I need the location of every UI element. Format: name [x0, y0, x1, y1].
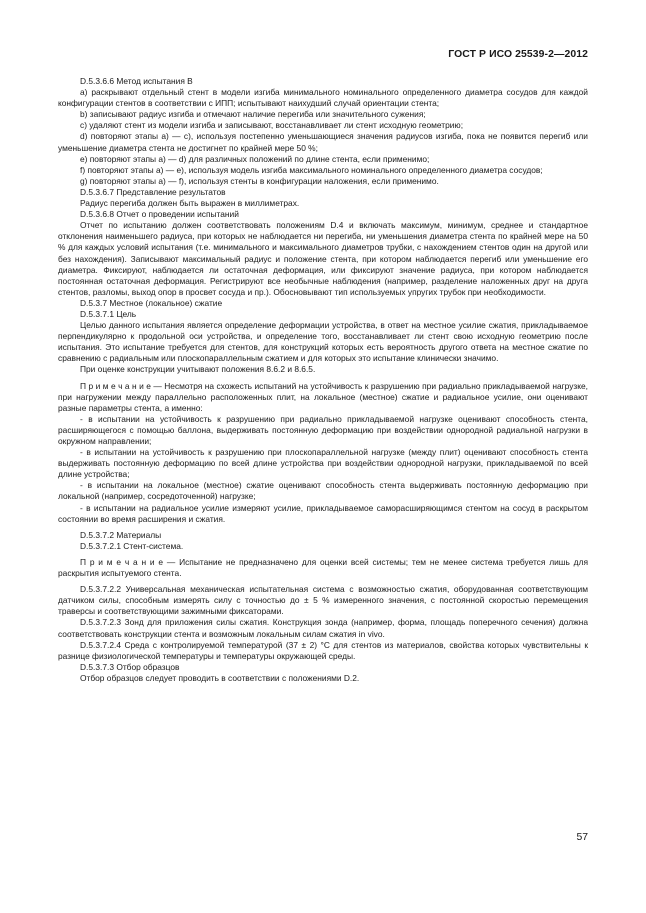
list-item: d) повторяют этапы a) — c), используя постепенно уменьшающиеся значения радиусов изгиба, пока не появится перегиб или уменьшение диаметра стента не достигнет по крайней мере 50 %; — [58, 131, 588, 153]
paragraph: D.5.3.7.2.4 Среда с контролируемой температурой (37 ± 2) °C для стентов из материалов, свойства которых чувствительны к разнице физиологической температуры и температуры окружающей среды. — [58, 639, 588, 661]
section-heading: D.5.3.7.3 Отбор образцов — [80, 661, 180, 672]
list-item: b) записывают радиус изгиба и отмечают наличие перегиба или значительного сужения; — [80, 109, 426, 120]
list-item: e) повторяют этапы a) — d) для различных положений по длине стента, если применимо; — [80, 153, 430, 164]
section-heading: D.5.3.7.2 Материалы — [80, 529, 162, 540]
list-item: - в испытании на устойчивость к разрушению при плоскопараллельной нагрузке (между плит) оценивают способность стента выдерживать постоянную деформацию по всей длине устройства при воздействии однородной нагрузки, прикладываемой по всей длине устройства; — [58, 447, 588, 480]
list-item: c) удаляют стент из модели изгиба и записывают, восстанавливает ли стент исходную геометрию; — [80, 120, 464, 131]
paragraph: Радиус перегиба должен быть выражен в миллиметрах. — [80, 198, 300, 209]
list-item: - в испытании на устойчивость к разрушению при радиально прикладываемой нагрузке оценивают способность стента, расширяющегося с помощью баллона, выдерживать постоянную деформацию при воздействии однородной радиальной нагрузки в окружном направлении; — [58, 413, 588, 446]
paragraph: Отбор образцов следует проводить в соответствии с положениями D.2. — [80, 672, 360, 683]
note: П р и м е ч а н и е — Испытание не предназначено для оценки всей системы; тем не менее система требуется лишь для раскрытия испытуемого стента. — [58, 556, 588, 579]
document-header: ГОСТ Р ИСО 25539-2—2012 — [448, 49, 588, 60]
section-heading: D.5.3.6.6 Метод испытания B — [80, 76, 193, 86]
note: П р и м е ч а н и е — Несмотря на схожесть испытаний на устойчивость к разрушению при радиально прикладываемой нагрузке, при нагружении между параллельно расположенных плит, на локальное (местное) сжатие и радиальное усилие, они оценивают разные параметры стента, а именно: — [58, 380, 588, 413]
section-heading: D.5.3.6.7 Представление результатов — [80, 186, 226, 197]
paragraph: Отчет по испытанию должен соответствовать положениям D.4 и включать максимум, минимум, среднее и стандартное отклонения наименьшего радиуса, при которых не наблюдается ни перегиба, ни уменьшения диаметра стента по крайней мере на 50 % для каждых условий испытания (т.е. минимального и максимального диаметров трубки, с нахождением стентов один на другой или без нахождения). Записывают максимальный радиус и положение стента, при котором наблюдается перегиб или уменьшение его диаметра. Фиксируют, наблюдается ли остаточная деформация, или фиксируют значение радиуса, при котором наблюдается постоянная остаточная деформация. Регистрируют все необычные наблюдения (например, разделение наложенных друг на друга стентов, разломы, выход опор в просвет сосуда и пр.). Обосновывают тип используемых упругих трубок при необходимости. — [58, 220, 588, 297]
list-item: - в испытании на локальное (местное) сжатие оценивают способность стента выдерживать постоянную деформацию при локальной (например, сосредоточенной) нагрузке; — [58, 480, 588, 502]
section-heading: D.5.3.6.8 Отчет о проведении испытаний — [80, 209, 239, 220]
list-item: - в испытании на радиальное усилие измеряют усилие, прикладываемое саморасширяющимся стентом на сосуд в раскрытом состоянии во время расширения и сжатия. — [58, 502, 588, 524]
paragraph: Целью данного испытания является определение деформации устройства, в ответ на местное усилие сжатия, прикладываемое перпендикулярно к продольной оси устройства, и определение того, восстанавливает ли стент свою исходную геометрию после испытания. Это испытание требуется для стентов, для конструкций которых есть вероятность другого ответа на местное сжатие по сравнению с радиальным или плоскопараллельным сжатием и для которых это испытание клинически значимо. — [58, 320, 588, 364]
list-item: a) раскрывают отдельный стент в модели изгиба минимального номинального определенного диаметра сосудов для каждой конфигурации стентов в соответствии с ИПП; испытывают наихудший случай ориентации стента; — [58, 87, 588, 109]
section-heading: D.5.3.7 Местное (локальное) сжатие — [80, 297, 223, 308]
paragraph: D.5.3.7.2.2 Универсальная механическая испытательная система с возможностью сжатия, оборудованная соответствующим датчиком силы, способным измерять силу с точностью до ± 5 % измеренного значения, с постоянной скоростью перемещения траверсы и соответствующими зажимными фиксаторами. — [58, 584, 588, 617]
section-heading: D.5.3.7.2.1 Стент-система. — [80, 540, 184, 551]
list-item: g) повторяют этапы a) — f), используя стенты в конфигурации наложения, если применимо. — [80, 175, 439, 186]
section-heading: D.5.3.7.1 Цель — [80, 308, 137, 319]
page-number: 57 — [576, 832, 588, 843]
paragraph: D.5.3.7.2.3 Зонд для приложения силы сжатия. Конструкция зонда (например, форма, площадь поперечного сечения) должна соответствовать конструкции стента и возможным локальным силам сжатия in vivo. — [58, 617, 588, 639]
document-body — [58, 76, 588, 684]
paragraph: При оценке конструкции учитывают положения 8.6.2 и 8.6.5. — [80, 364, 316, 375]
list-item: f) повторяют этапы a) — e), используя модель изгиба максимального номинального определенного диаметра сосудов; — [80, 164, 543, 175]
